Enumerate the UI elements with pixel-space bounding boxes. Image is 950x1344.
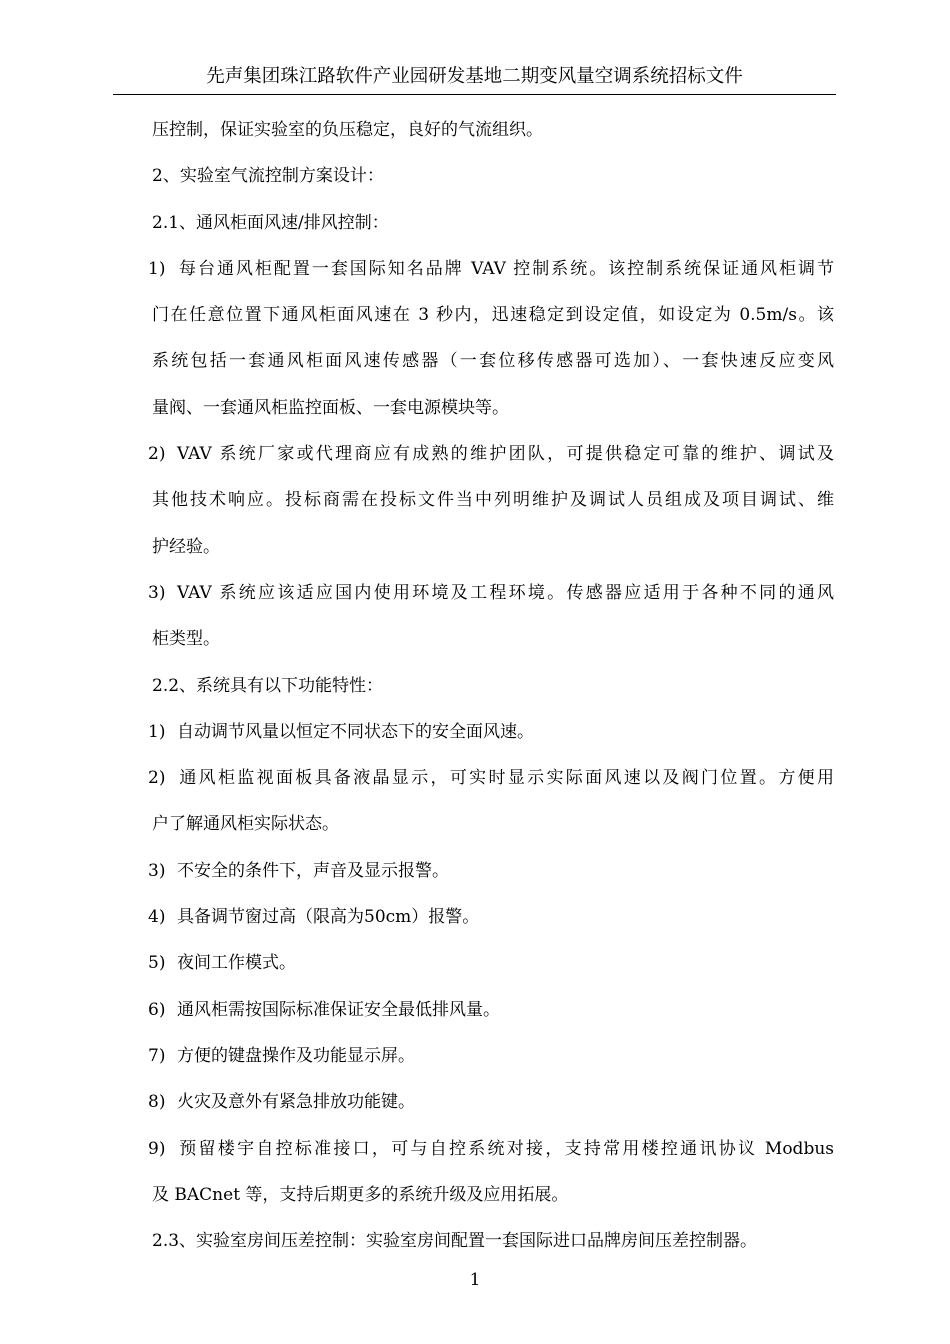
list-item	[148, 431, 834, 570]
list-item-text: 具备调节窗过高（限高为50cm）报警。	[177, 907, 480, 928]
list-item-number: 9)	[148, 1138, 166, 1159]
list-item-text: 量阀、一套通风柜监控面板、一套电源模块等。	[152, 397, 509, 418]
list-item-number: 8)	[148, 1092, 166, 1113]
list-item-number: 4)	[148, 907, 166, 928]
list-item-text: 夜间工作模式。	[177, 953, 296, 974]
section-2-heading: 2、实验室气流控制方案设计：	[152, 166, 384, 187]
list-item-text: 火灾及意外有紧急排放功能键。	[177, 1092, 415, 1113]
list-item-text: 预留楼宇自控标准接口，可与自控系统对接，支持常用楼控通讯协议 Modbus	[177, 1138, 834, 1159]
list-item-text: 系统包括一套通风柜面风速传感器（一套位移传感器可选加）、一套快速反应变风	[152, 351, 834, 372]
paragraph-continuation: 压控制，保证实验室的负压稳定，良好的气流组织。	[152, 120, 543, 140]
list-item-text: 其他技术响应。投标商需在投标文件当中列明维护及调试人员组成及项目调试、维	[152, 490, 834, 511]
list-item-number: 2)	[148, 768, 166, 789]
list-item-text: VAV 系统厂家或代理商应有成熟的维护团队，可提供稳定可靠的维护、调试及	[177, 444, 834, 465]
list-item	[148, 570, 834, 663]
list-item-text: 户了解通风柜实际状态。	[152, 814, 339, 835]
list-item-text: 方便的键盘操作及功能显示屏。	[177, 1045, 415, 1066]
list-item	[148, 940, 834, 986]
list-item	[148, 1079, 834, 1125]
list-item-number: 7)	[148, 1045, 166, 1066]
page-number: 1	[469, 1270, 481, 1290]
list-item-number: 3)	[148, 582, 166, 603]
document-header: 先声集团珠江路软件产业园研发基地二期变风量空调系统招标文件	[206, 66, 743, 87]
list-item	[148, 987, 834, 1033]
list-item-number: 1)	[148, 721, 166, 742]
list-item-number: 6)	[148, 999, 166, 1020]
list-item-text: 通风柜监视面板具备液晶显示，可实时显示实际面风速以及阀门位置。方便用	[177, 768, 834, 789]
list-item	[148, 1033, 834, 1079]
list-item-text: 每台通风柜配置一套国际知名品牌 VAV 控制系统。该控制系统保证通风柜调节	[177, 258, 834, 279]
list-item-text: 柜类型。	[152, 629, 220, 650]
section-2-1-heading: 2.1、通风柜面风速/排风控制：	[152, 212, 389, 233]
list-item-text: 不安全的条件下，声音及显示报警。	[177, 860, 449, 881]
list-item-text: 通风柜需按国际标准保证安全最低排风量。	[177, 999, 500, 1020]
list-item	[148, 848, 834, 894]
section-2-2-heading: 2.2、系统具有以下功能特性：	[152, 675, 384, 696]
list-item-text: 护经验。	[152, 536, 220, 557]
list-item-number: 3)	[148, 860, 166, 881]
document-body	[148, 107, 834, 1264]
list-item	[148, 1126, 834, 1219]
header-divider	[113, 94, 836, 95]
list-item	[148, 755, 834, 848]
list-item	[148, 246, 834, 431]
list-item-number: 1)	[148, 258, 166, 279]
list-item-text: VAV 系统应该适应国内使用环境及工程环境。传感器应适用于各种不同的通风	[177, 582, 834, 603]
list-item-number: 2)	[148, 444, 166, 465]
list-item	[148, 894, 834, 940]
section-2-3-paragraph: 2.3、实验室房间压差控制：实验室房间配置一套国际进口品牌房间压差控制器。	[152, 1231, 758, 1252]
list-item-text: 及 BACnet 等，支持后期更多的系统升级及应用拓展。	[152, 1184, 569, 1205]
list-item-number: 5)	[148, 953, 166, 974]
list-item-text: 自动调节风量以恒定不同状态下的安全面风速。	[177, 721, 534, 742]
list-item-text: 门在任意位置下通风柜面风速在 3 秒内，迅速稳定到设定值，如设定为 0.5m/s。该	[152, 305, 834, 326]
list-item	[148, 709, 834, 755]
